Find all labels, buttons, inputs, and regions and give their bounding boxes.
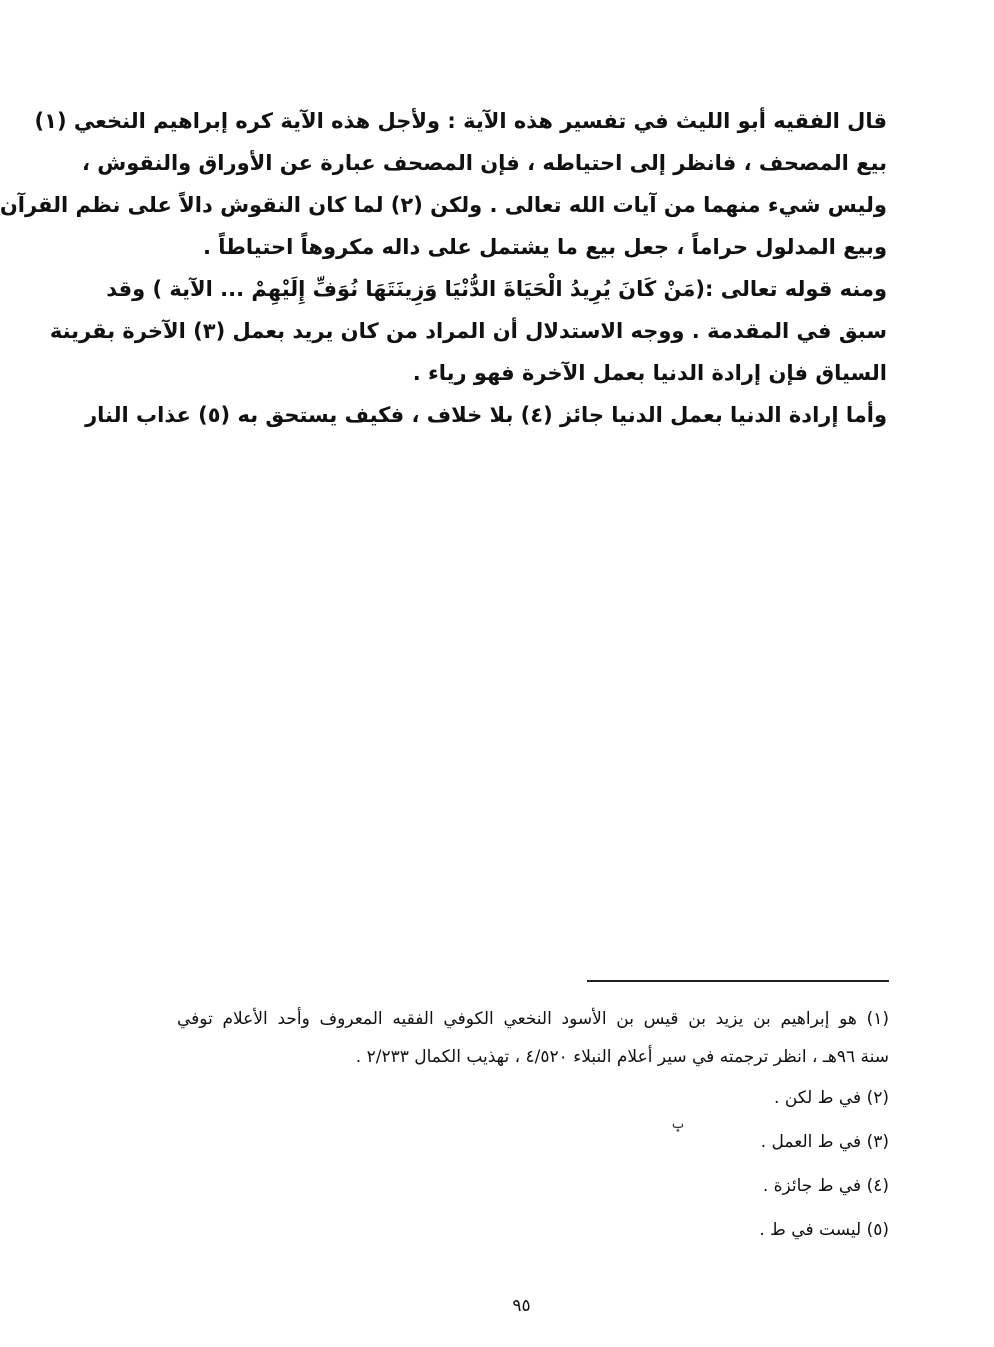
text-line-8: وأما إرادة الدنيا بعمل الدنيا جائز (٤) بلا خلاف ، فكيف يستحق به (٥) عذاب النار (85, 403, 887, 427)
text-line-5: ومنه قوله تعالى :(مَنْ كَانَ يُرِيدُ الْحَيَاةَ الدُّنْيَا وَزِينَتَهَا نُوَفِّ إِلَيْهِمْ ... الآية ) وقد (106, 277, 887, 301)
text-line-1: قال الفقيه أبو الليث في تفسير هذه الآية : ولأجل هذه الآية كره إبراهيم النخعي (١) (34, 109, 887, 133)
footnotes-section (177, 1000, 889, 1252)
page-number: ٩٥ (512, 1296, 531, 1316)
footnote-1-line-1: (١) هو إبراهيم بن يزيد بن قيس بن الأسود النخعي الكوفي الفقيه المعروف وأحد الأعلام توفي (177, 1009, 889, 1029)
main-text-body (0, 100, 887, 436)
text-line-3: وليس شيء منهما من آيات الله تعالى . ولكن (٢) لما كان النقوش دالاً على نظم القرآن (0, 193, 887, 217)
footnote-3: (٣) في ط العمل . (760, 1132, 889, 1152)
footnote-4: (٤) في ط جائزة . (762, 1176, 889, 1196)
footnote-5: (٥) ليست في ط . (759, 1220, 889, 1240)
text-line-6: سبق في المقدمة . ووجه الاستدلال أن المراد من كان يريد بعمل (٣) الآخرة بقرينة (49, 319, 887, 343)
footnote-2: (٢) في ط لكن . (774, 1088, 889, 1108)
scan-speck: ݒ (671, 1117, 686, 1131)
footnote-separator (587, 980, 889, 982)
text-line-2: بيع المصحف ، فانظر إلى احتياطه ، فإن المصحف عبارة عن الأوراق والنقوش ، (81, 151, 887, 175)
text-line-4: وبيع المدلول حراماً ، جعل بيع ما يشتمل على داله مكروهاً احتياطاً . (202, 235, 887, 259)
text-line-7: السياق فإن إرادة الدنيا بعمل الآخرة فهو رياء . (412, 361, 887, 385)
footnote-1-line-2: سنة ٩٦هـ ، انظر ترجمته في سير أعلام النبلاء ٤/٥٢٠ ، تهذيب الكمال ٢/٢٣٣ . (355, 1047, 889, 1067)
